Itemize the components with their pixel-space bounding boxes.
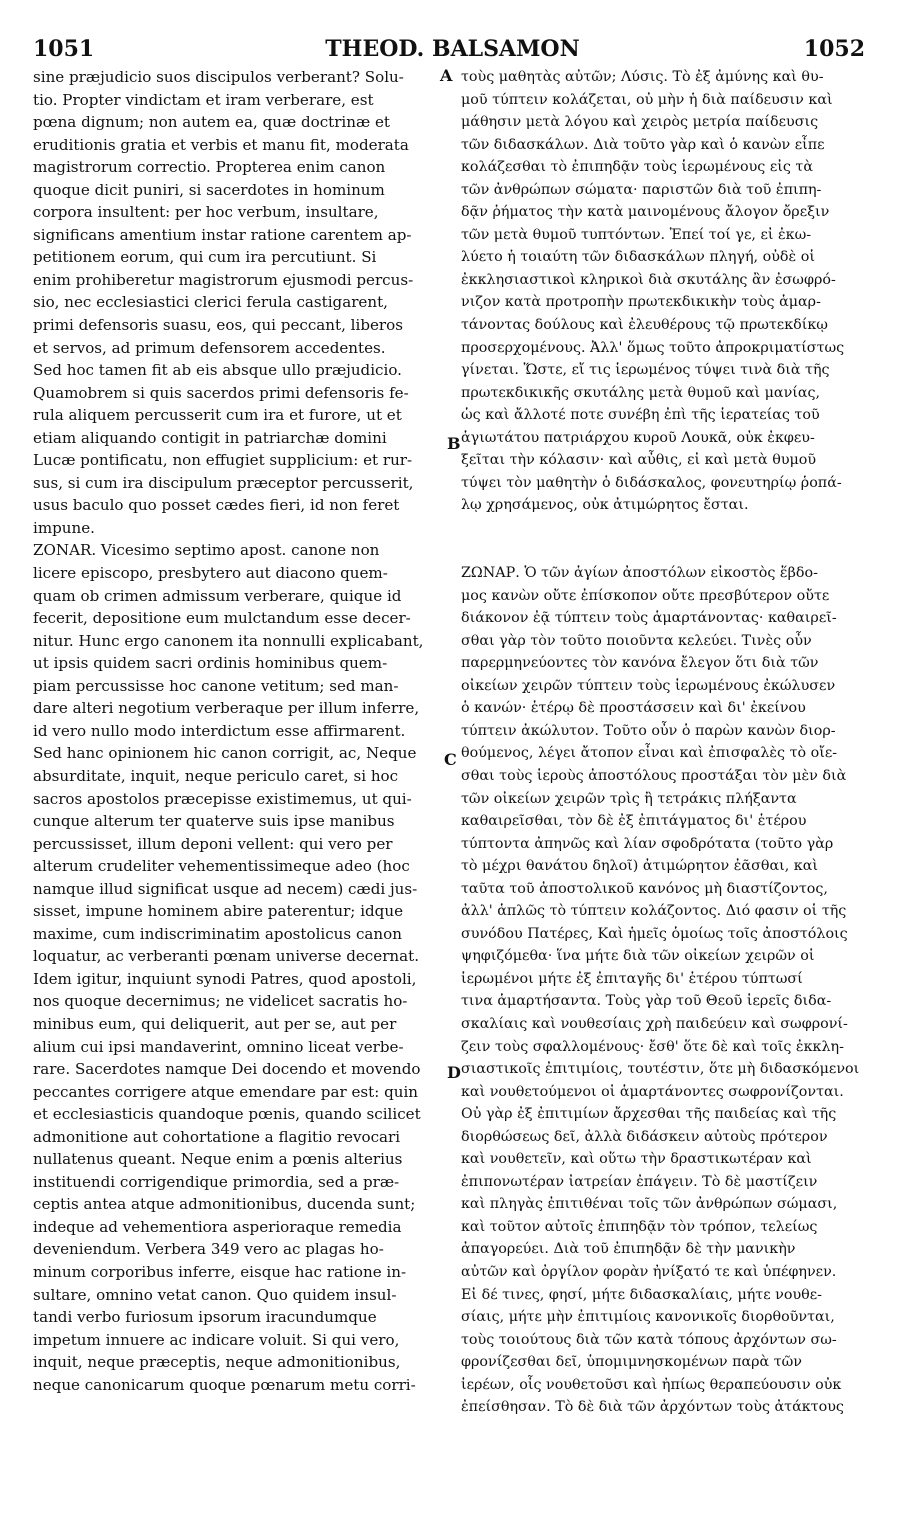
latin-text-line: sacros apostolos præcepisse existimemus, ut qui- xyxy=(33,789,412,808)
greek-text-line: ἀπαγορεύει. Διὰ τοῦ ἐπιπηδᾷν δὲ τὴν μανικὴν xyxy=(461,1241,796,1258)
latin-text-line: loquatur, ac verberanti pœnam universe decernat. xyxy=(33,947,419,966)
latin-text-line: et ecclesiasticis quandoque pœnis, quando scilicet xyxy=(33,1105,421,1124)
latin-text-line: nullatenus queant. Neque enim a pœnis alterius xyxy=(33,1150,403,1169)
latin-text-line: eruditionis gratia et verbis et manu fit, moderata xyxy=(33,135,409,154)
greek-text-line: τῶν διδασκάλων. Διὰ τοῦτο γὰρ καὶ ὁ κανὼν εἶπε xyxy=(461,136,825,153)
greek-text-line: γίνεται. Ὥστε, εἴ τις ἱερωμένος τύψει τινὰ διὰ τῆς xyxy=(461,362,830,379)
greek-text-line: παρερμηνεύοντες τὸν κανόνα ἔλεγον ὅτι διὰ τῶν xyxy=(461,655,819,672)
greek-text-line: συνόδου Πατέρες, Καὶ ἡμεῖς ὁμοίως τοῖς ἀποστόλοις xyxy=(461,925,848,942)
latin-text-line: maxime, cum indiscriminatim apostolicus canon xyxy=(33,924,402,943)
greek-text-line: μος κανὼν οὔτε ἐπίσκοπον οὔτε πρεσβύτερον οὔτε xyxy=(461,587,830,604)
latin-text-line: licere episcopo, presbytero aut diacono quem- xyxy=(33,564,388,583)
greek-text-line: ἱερέων, οἷς νουθετοῦσι καὶ ἠπίως θεραπεύουσιν οὐκ xyxy=(461,1376,842,1393)
greek-text-line xyxy=(461,539,869,562)
latin-text-line: Idem igitur, inquiunt synodi Patres, quod apostoli, xyxy=(33,969,417,988)
latin-text-line: deveniendum. Verbera 349 vero ac plagas ho- xyxy=(33,1240,384,1259)
greek-text-line: τύπτειν ἀκώλυτον. Τοῦτο οὖν ὁ παρὼν κανὼν διορ- xyxy=(461,722,836,739)
latin-column xyxy=(33,66,443,1396)
greek-text-line: ἀλλ' ἁπλῶς τὸ τύπτειν κολάζοντος. Διό φασιν οἱ τῆς xyxy=(461,903,847,920)
greek-text-line: Εἰ δέ τινες, φησί, μήτε διδασκαλίαις, μήτε νουθε- xyxy=(461,1286,823,1303)
latin-text-line: dare alteri negotium verberaque per illum inferre, xyxy=(33,699,420,718)
latin-text-line: alterum crudeliter vehementissimeque adeo (hoc xyxy=(33,857,410,876)
greek-text-line: τῶν οἰκείων χειρῶν τρὶς ἢ τετράκις πλήξαντα xyxy=(461,790,797,807)
latin-text-line: peccantes corrigere atque emendare par est: quin xyxy=(33,1082,419,1101)
latin-text-line: tandi verbo furiosum ipsorum iracundumque xyxy=(33,1308,377,1327)
greek-text-line: καὶ νουθετούμενοι οἱ ἁμαρτάνοντες σωφρονίζονται. xyxy=(461,1083,844,1100)
latin-text-line: minum corporibus inferre, eisque hac ratione in- xyxy=(33,1262,407,1281)
latin-text-line: Quamobrem si quis sacerdos primi defensoris fe- xyxy=(33,383,409,402)
latin-text-line: instituendi corrigendique primordia, sed a præ- xyxy=(33,1172,400,1191)
greek-text-line: σθαι γὰρ τὸν τοῦτο ποιοῦντα κελεύει. Τινὲς οὖν xyxy=(461,632,812,649)
greek-text-line: ἐπείσθησαν. Τὸ δὲ διὰ τῶν ἀρχόντων τοὺς ἀτάκτους xyxy=(461,1399,844,1416)
greek-text-line: ζειν τοὺς σφαλλομένους· ἔσθ' ὅτε δὲ καὶ τοῖς ἐκκλη- xyxy=(461,1038,844,1055)
greek-text-line: τύψει τὸν μαθητὴν ὁ διδάσκαλος, φονευτηρίῳ ῥοπά- xyxy=(461,474,842,491)
latin-text-line: quoque dicit puniri, si sacerdotes in hominum xyxy=(33,180,385,199)
latin-text-line: sus, si cum ira discipulum præceptor percusserit, xyxy=(33,473,414,492)
greek-text-line: ψηφιζόμεθα· ἵνα μήτε διὰ τῶν οἰκείων χειρῶν οἱ xyxy=(461,948,815,965)
latin-text-line: ZONAR. Vicesimo septimo apost. canone non xyxy=(33,541,380,560)
greek-text-line: τοὺς μαθητὰς αὐτῶν; Λύσις. Τὸ ἐξ ἀμύνης καὶ θυ- xyxy=(461,69,824,85)
latin-text-line: nos quoque decernimus; ne videlicet sacratis ho- xyxy=(33,992,408,1011)
latin-text-line: sultare, omnino vetat canon. Quo quidem insul- xyxy=(33,1285,397,1304)
latin-text-line: indeque ad vehementiora asperioraque remedia xyxy=(33,1217,402,1236)
greek-text-line: σίαις, μήτε μὴν ἐπιτιμίοις κανονικοῖς διορθοῦνται, xyxy=(461,1309,835,1326)
latin-text-line: fecerit, depositione eum mulctandum esse decer- xyxy=(33,609,411,628)
latin-text-line: significans amentium instar ratione carentem ap- xyxy=(33,225,412,244)
greek-text-line: φρονίζεσθαι δεῖ, ὑπομιμνησκομένων παρὰ τῶν xyxy=(461,1354,802,1371)
greek-text-line: κολάζεσθαι τὸ ἐπιπηδᾷν τοὺς ἱερωμένους εἰς τὰ xyxy=(461,159,813,176)
latin-text-line: corpora insultent: per hoc verbum, insultare, xyxy=(33,203,379,222)
latin-text-line: etiam aliquando contigit in patriarchæ domini xyxy=(33,428,387,447)
latin-text-line: rula aliquem percusserit cum ira et furore, ut et xyxy=(33,406,402,425)
latin-text-line: sine præjudicio suos discipulos verberant? Solu- xyxy=(33,68,404,86)
greek-text-line: ξεῖται τὴν κόλασιν· καὶ αὖθις, εἰ καὶ μετὰ θυμοῦ xyxy=(461,452,817,469)
greek-text-line: δᾷν ῥήματος τὴν κατὰ μαινομένους ἄλογον ὄρεξιν xyxy=(461,204,830,221)
latin-text-line: tio. Propter vindictam et iram verberare, est xyxy=(33,90,374,109)
latin-text-line: enim prohiberetur magistrorum ejusmodi percus- xyxy=(33,270,414,289)
greek-text-line: καθαιρεῖσθαι, τὸν δὲ ἐξ ἐπιτάγματος δι' ἑτέρου xyxy=(461,813,807,830)
latin-text-line: nitur. Hunc ergo canonem ita nonnulli explicabant, xyxy=(33,631,424,650)
latin-text-line: admonitione aut cohortatione a flagitio revocari xyxy=(33,1127,401,1146)
latin-text-line: id vero nullo modo interdictum esse affirmarent. xyxy=(33,721,406,740)
greek-text-line: λύετο ἡ τοιαύτη τῶν διδασκάλων πληγή, οὐδὲ οἱ xyxy=(461,249,815,266)
greek-text-line: σκαλίαις καὶ νουθεσίαις χρὴ παιδεύειν καὶ σωφρονί- xyxy=(461,1015,848,1032)
greek-text-line: καὶ τοῦτον αὐτοῖς ἐπιπηδᾷν τὸν τρόπον, τελείως xyxy=(461,1218,818,1235)
greek-text-line: Οὐ γὰρ ἐξ ἐπιτιμίων ἄρχεσθαι τῆς παιδείας καὶ τῆς xyxy=(461,1106,837,1123)
greek-text-line: σιαστικοῖς ἐπιτιμίοις, τουτέστιν, ὅτε μὴ διδασκόμενοι xyxy=(461,1061,860,1078)
latin-text-line: percussisset, illum deponi vellent: qui vero per xyxy=(33,834,393,853)
greek-text-line: ἐπιπονωτέραν ἰατρείαν ἐπάγειν. Τὸ δὲ μαστίζειν xyxy=(461,1173,818,1190)
greek-text-line: ἐκκλησιαστικοὶ κληρικοὶ διὰ σκυτάλης ἂν ἐσωφρό- xyxy=(461,271,836,288)
greek-text-line: μοῦ τύπτειν κολάζεται, οὐ μὴν ἡ διὰ παίδευσιν καὶ xyxy=(461,91,833,108)
greek-text-line: αὐτῶν καὶ ὀργίλον φορὰν ἠνίξατό τε καὶ ὑπέφηνεν. xyxy=(461,1263,837,1280)
greek-text-line: προσερχομένους. Ἀλλ' ὅμως τοῦτο ἀπροκριματίστως xyxy=(461,339,845,356)
latin-text-line: alium cui ipsi mandaverint, omnino liceat verbe- xyxy=(33,1037,404,1056)
greek-text-line: νιζον κατὰ προτροπὴν πρωτεκδικικὴν τοὺς ἁμαρ- xyxy=(461,294,821,311)
latin-text-line: ceptis antea atque admonitionibus, ducenda sunt; xyxy=(33,1195,416,1214)
latin-text-line: sio, nec ecclesiastici clerici ferula castigarent, xyxy=(33,293,388,312)
margin-letter-d: D xyxy=(447,1063,461,1082)
latin-text-line: namque illud significat usque ad necem) cædi jus- xyxy=(33,879,418,898)
greek-text-line: ὡς καὶ ἄλλοτέ ποτε συνέβη ἐπὶ τῆς ἱερατείας τοῦ xyxy=(461,407,820,424)
greek-text-line: τῶν μετὰ θυμοῦ τυπτόντων. Ἐπεί τοί γε, εἰ ἐκω- xyxy=(461,226,812,243)
greek-text-line: τάνοντας δούλους καὶ ἐλευθέρους τῷ πρωτεκδίκῳ xyxy=(461,317,828,334)
greek-text-line: ἁγιωτάτου πατριάρχου κυροῦ Λουκᾶ, οὐκ ἐκφευ- xyxy=(461,429,815,446)
latin-text-line: et servos, ad primum defensorem accedentes. xyxy=(33,338,386,357)
greek-text-line: διορθώσεως δεῖ, ἀλλὰ διδάσκειν αὐτοὺς πρότερον xyxy=(461,1128,828,1145)
greek-text-line: λῳ χρησάμενος, οὐκ ἀτιμώρητος ἔσται. xyxy=(461,497,749,514)
right-page-number: 1052 xyxy=(803,36,865,62)
greek-text-line: τῶν ἀνθρώπων σώματα· παριστῶν διὰ τοῦ ἐπιπη- xyxy=(461,181,822,198)
greek-text-line: πρωτεκδικικῆς σκυτάλης μετὰ θυμοῦ καὶ μανίας, xyxy=(461,384,821,401)
latin-text-line: quam ob crimen admissum verberare, quique id xyxy=(33,586,402,605)
margin-letter-a: A xyxy=(440,66,453,85)
greek-text-line: τοὺς τοιούτους διὰ τῶν κατὰ τόπους ἀρχόντων σω- xyxy=(461,1331,837,1348)
greek-text-line: ΖΩΝΑΡ. Ὁ τῶν ἁγίων ἀποστόλων εἰκοστὸς ἕβδο- xyxy=(461,565,818,582)
latin-text-line: Sed hoc tamen fit ab eis absque ullo præjudicio. xyxy=(33,361,402,380)
greek-text-line: ἱερωμένοι μήτε ἐξ ἐπιταγῆς δι' ἑτέρου τύπτωσί xyxy=(461,970,803,987)
latin-text-line: absurditate, inquit, neque periculo caret, si hoc xyxy=(33,766,399,785)
greek-text-line: διάκονον ἐᾷ τύπτειν τοὺς ἁμαρτάνοντας· καθαιρεῖ- xyxy=(461,610,837,627)
latin-text-line: neque canonicarum quoque pœnarum metu corri- xyxy=(33,1375,416,1394)
latin-text-line: Sed hanc opinionem hic canon corrigit, ac, Neque xyxy=(33,744,417,763)
greek-text-line: οἰκείων χειρῶν τύπτειν τοὺς ἱερωμένους ἐκώλυσεν xyxy=(461,677,836,694)
latin-text-line: inquit, neque præceptis, neque admonitionibus, xyxy=(33,1353,401,1372)
margin-letter-c: C xyxy=(444,750,457,769)
latin-text-line: cunque alterum ter quaterve suis ipse manibus xyxy=(33,812,395,831)
latin-text-line: ut ipsis quidem sacri ordinis hominibus quem- xyxy=(33,654,388,673)
latin-text-line: impune. xyxy=(33,518,95,537)
latin-text-line: primi defensoris suasu, eos, qui peccant, liberos xyxy=(33,316,403,335)
latin-text-line: piam percussisse hoc canone vetitum; sed man- xyxy=(33,676,399,695)
latin-text-line: magistrorum correctio. Propterea enim canon xyxy=(33,158,386,177)
greek-text-line: ταῦτα τοῦ ἀποστολικοῦ κανόνος μὴ διαστίζοντος, xyxy=(461,880,828,897)
latin-text-line: petitionem eorum, qui cum ira percutiunt. Si xyxy=(33,248,377,267)
latin-text-line: impetum innuere ac indicare voluit. Si qui vero, xyxy=(33,1330,400,1349)
latin-text-line: usus baculo quo posset cædes fieri, id non feret xyxy=(33,496,400,515)
greek-text-line: καὶ πληγὰς ἐπιτιθέναι τοῖς τῶν ἀνθρώπων σώμασι, xyxy=(461,1196,838,1213)
greek-column xyxy=(461,66,869,1419)
greek-text-line: μάθησιν μετὰ λόγου καὶ χειρὸς μετρία παίδευσις xyxy=(461,114,819,131)
greek-text-line: καὶ νουθετεῖν, καὶ οὕτω τὴν δραστικωτέραν καὶ xyxy=(461,1151,812,1168)
left-page-number: 1051 xyxy=(33,36,95,62)
greek-text-line: τινα ἁμαρτήσαντα. Τοὺς γὰρ τοῦ Θεοῦ ἱερεῖς διδα- xyxy=(461,993,832,1010)
latin-text-line: Lucæ pontificatu, non effugiet supplicium: et rur- xyxy=(33,451,413,470)
margin-letter-b: B xyxy=(447,434,461,453)
latin-text-line: minibus eum, qui deliquerit, aut per se, aut per xyxy=(33,1014,397,1033)
greek-text-line: θούμενος, λέγει ἄτοπον εἶναι καὶ ἐπισφαλὲς τὸ οἴε- xyxy=(461,745,838,762)
greek-text-line: σθαι τοὺς ἱεροὺς ἀποστόλους προστάξαι τὸν μὲν διὰ xyxy=(461,767,847,784)
latin-text-line: sisset, impune hominem abire paterentur; idque xyxy=(33,902,403,921)
greek-text-line: ὁ κανών· ἑτέρῳ δὲ προστάσσειν καὶ δι' ἐκείνου xyxy=(461,700,806,717)
greek-text-line: τύπτοντα ἀπηνῶς καὶ λίαν σφοδρότατα (τοῦτο γὰρ xyxy=(461,835,834,852)
latin-text-line: pœna dignum; non autem ea, quæ doctrinæ et xyxy=(33,113,390,132)
running-title: THEOD. BALSAMON xyxy=(325,36,580,62)
latin-text-line: rare. Sacerdotes namque Dei docendo et movendo xyxy=(33,1060,421,1079)
greek-text-line: τὸ μέχρι θανάτου δηλοῖ) ἀτιμώρητον ἐᾶσθαι, καὶ xyxy=(461,858,818,875)
greek-text-line xyxy=(461,517,869,540)
